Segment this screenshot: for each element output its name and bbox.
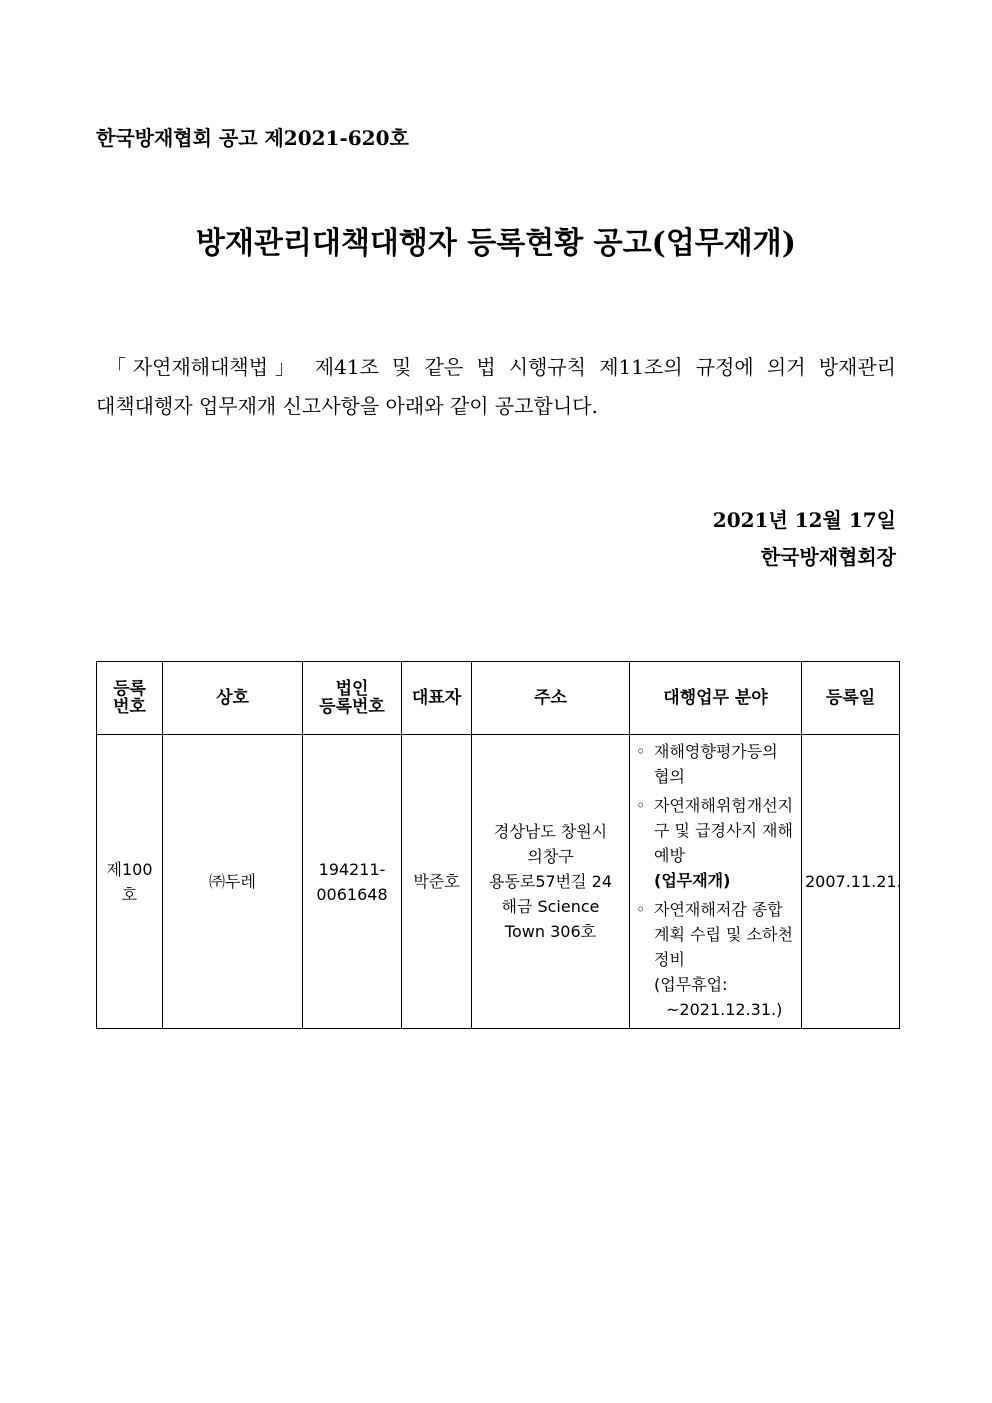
- table-row: [97, 735, 900, 1029]
- field-item-2-name: 자연재해위험개선지구 및 급경사지 재해예방: [654, 796, 794, 865]
- field-item-3-status: [654, 972, 797, 1022]
- header-corp-no: [303, 662, 402, 735]
- header-fields: 대행업무 분야: [630, 662, 802, 735]
- header-representative: 대표자: [402, 662, 472, 735]
- notice-body: [96, 348, 896, 426]
- field-item-2: [636, 793, 797, 893]
- bullet-icon: ◦: [636, 900, 646, 919]
- notice-body-line-2: 대책대행자 업무재개 신고사항을 아래와 같이 공고합니다.: [96, 394, 598, 418]
- document-title: 방재관리대책대행자 등록현황 공고(업무재개): [196, 226, 796, 261]
- header-reg-no: [97, 662, 163, 735]
- cell-corp-no-line-1: 194211-: [318, 859, 386, 879]
- field-item-3-status-line-2: ~2021.12.31.): [666, 1000, 783, 1019]
- field-item-1-name: 재해영향평가등의 협의: [654, 742, 778, 786]
- address-line-3: 용동로57번길 24: [488, 872, 613, 891]
- field-item-1: [636, 739, 797, 789]
- cell-reg-no: 제100호: [97, 735, 163, 1029]
- address-line-1: 경상남도 창원시: [493, 822, 608, 841]
- header-reg-date: 등록일: [802, 662, 900, 735]
- cell-company: ㈜두레: [163, 735, 303, 1029]
- header-reg-no-line-2: 번호: [113, 697, 146, 717]
- address-line-5: Town 306호: [504, 922, 597, 941]
- address-line-2: 의창구: [527, 847, 574, 866]
- header-corp-no-line-2: 등록번호: [319, 697, 385, 717]
- header-reg-no-line-1: 등록: [113, 679, 146, 699]
- field-item-3-name: 자연재해저감 종합계획 수립 및 소하천정비: [654, 900, 793, 969]
- cell-representative: 박준호: [402, 735, 472, 1029]
- header-corp-no-line-1: 법인: [335, 679, 369, 699]
- cell-corp-no: [303, 735, 402, 1029]
- bullet-icon: ◦: [636, 796, 646, 815]
- field-item-3: [636, 897, 797, 1022]
- header-company: 상호: [163, 662, 303, 735]
- notice-number: 한국방재협회 공고 제2021-620호: [96, 126, 409, 150]
- cell-corp-no-line-2: 0061648: [316, 884, 388, 904]
- notice-body-line-1: 「자연재해대책법」 제41조 및 같은 법 시행규칙 제11조의 규정에 의거 방재관리: [106, 355, 896, 379]
- table-header-row: [97, 662, 900, 735]
- bullet-icon: ◦: [636, 742, 646, 761]
- field-item-3-status-line-1: (업무휴업:: [654, 975, 728, 994]
- registration-table: [96, 661, 900, 1029]
- signature-issuer: 한국방재협회장: [760, 545, 896, 569]
- field-item-2-status: (업무재개): [654, 871, 731, 890]
- address-line-4: 해금 Science: [501, 897, 600, 916]
- cell-reg-date: 2007.11.21.: [802, 735, 900, 1029]
- cell-address: [472, 735, 630, 1029]
- signature-date: 2021년 12월 17일: [712, 508, 896, 532]
- cell-fields: [630, 735, 802, 1029]
- header-address: 주소: [472, 662, 630, 735]
